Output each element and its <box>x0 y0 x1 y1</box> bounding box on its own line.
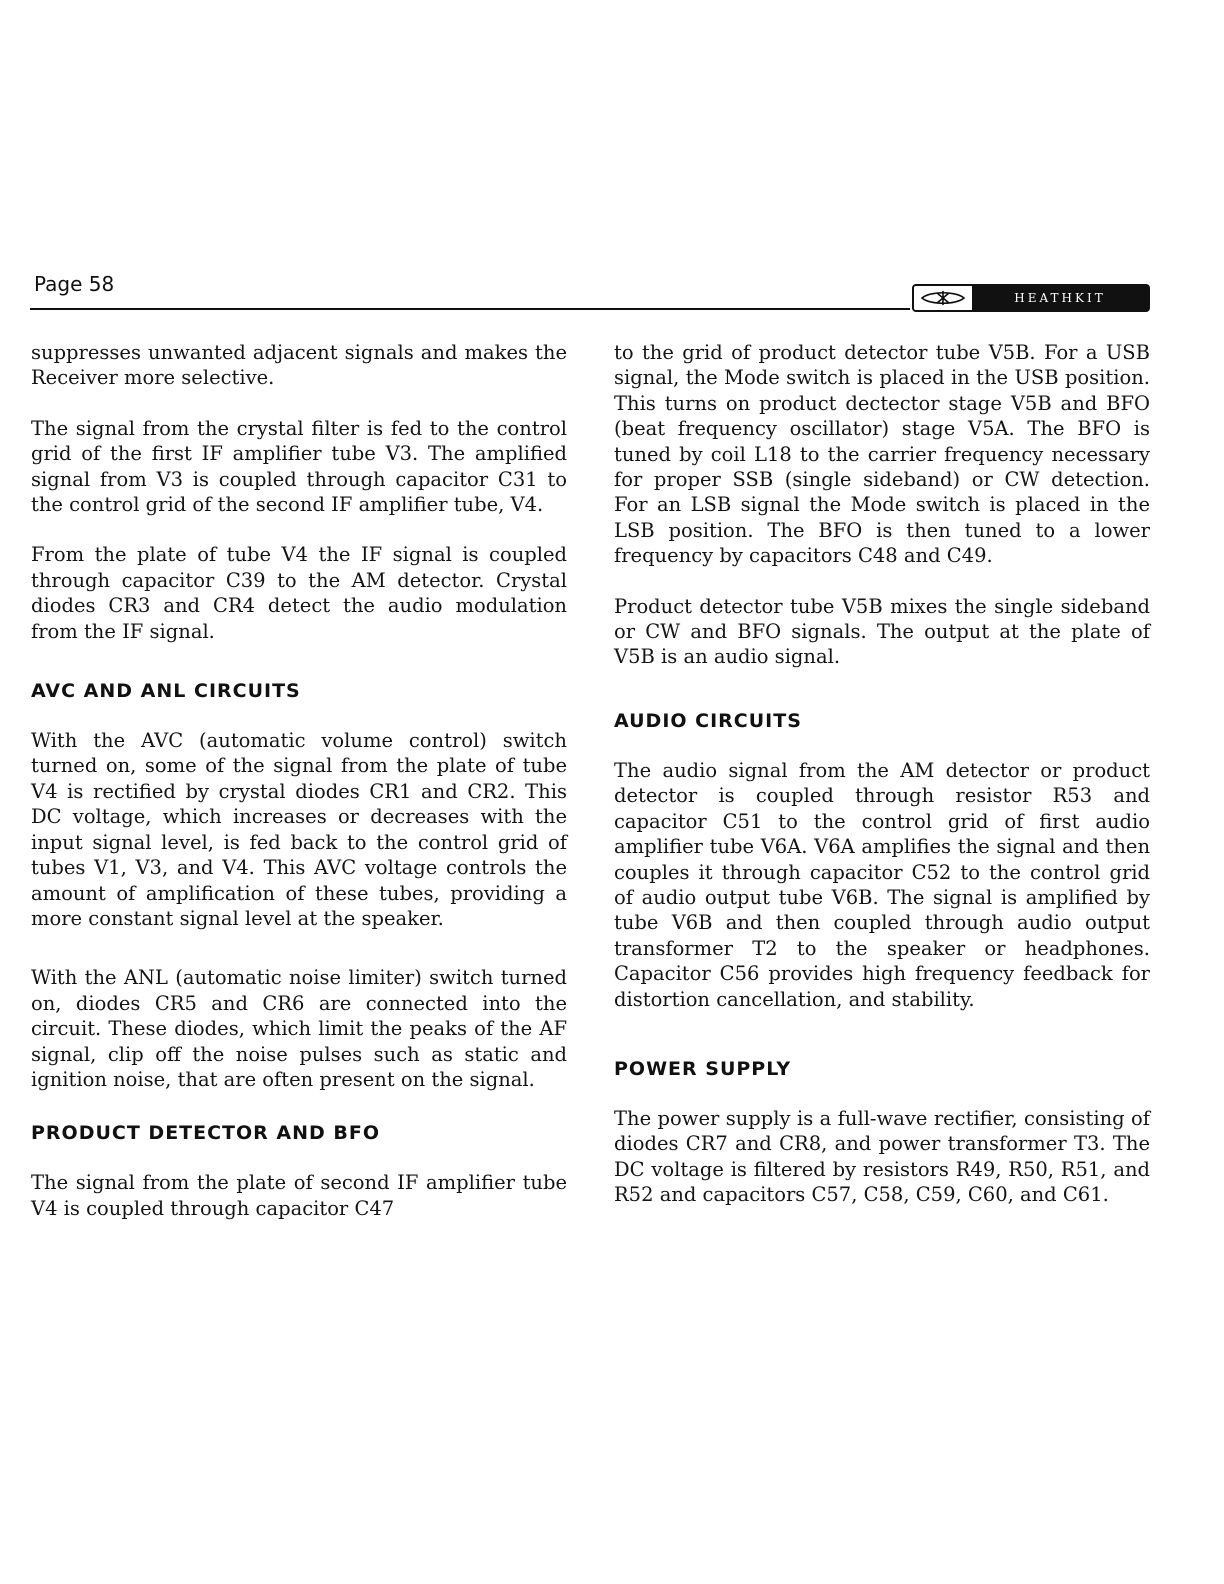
right-paragraph-4: The power supply is a full-wave rectifier, consisting of diodes CR7 and CR8, and power transformer T3. The DC voltage is filtered by resistors R49, R50, R51, and R52 and capacitors C57, C58, C59, C60, and C61. <box>614 1106 1150 1207</box>
section-heading-power-supply: POWER SUPPLY <box>614 1057 792 1080</box>
left-paragraph-2: The signal from the crystal filter is fed to the control grid of the first IF amplifier tube V3. The amplified signal from V3 is coupled through capacitor C31 to the control grid of the second IF amplifier tube, V4. <box>31 416 567 517</box>
left-paragraph-1: suppresses unwanted adjacent signals and makes the Receiver more selective. <box>31 341 567 390</box>
page-number: Page 58 <box>34 272 115 296</box>
heathkit-logo <box>912 284 1150 312</box>
right-paragraph-3: The audio signal from the AM detector or product detector is coupled through resistor R53 and capacitor C51 to the control grid of first audio amplifier tube V6A. V6A amplifies the signal and then couples it through capacitor C52 to the control grid of audio output tube V6B. The signal is amplified by tube V6B and then coupled through audio output transformer T2 to the speaker or headphones. Capacitor C56 provides high frequency feedback for distortion cancellation, and stability. <box>614 758 1150 1011</box>
left-column <box>31 340 567 1221</box>
left-paragraph-4: With the AVC (automatic volume control) switch turned on, some of the signal from the plate of tube V4 is rectified by crystal diodes CR1 and CR2. This DC voltage, which increases or decreases with the input signal level, is fed back to the control grid of tubes V1, V3, and V4. This AVC voltage controls the amount of amplification of these tubes, providing a more constant signal level at the speaker. <box>31 729 567 930</box>
section-heading-avc-anl: AVC AND ANL CIRCUITS <box>31 680 301 703</box>
left-paragraph-5: With the ANL (automatic noise limiter) switch turned on, diodes CR5 and CR6 are connected into the circuit. These diodes, which limit the peaks of the AF signal, clip off the noise pulses such as static and ignition noise, that are often present on the signal. <box>31 966 567 1091</box>
heathkit-brand-name: HEATHKIT <box>972 286 1148 310</box>
header-rule <box>30 308 910 310</box>
right-column <box>614 340 1150 1208</box>
left-paragraph-3: From the plate of tube V4 the IF signal is coupled through capacitor C39 to the AM detector. Crystal diodes CR3 and CR4 detect the audio modulation from the IF signal. <box>31 543 567 643</box>
section-heading-product-detector: PRODUCT DETECTOR AND BFO <box>31 1122 381 1145</box>
heathkit-emblem-icon <box>914 286 972 310</box>
left-paragraph-6: The signal from the plate of second IF amplifier tube V4 is coupled through capacitor C47 <box>31 1171 567 1220</box>
right-paragraph-2: Product detector tube V5B mixes the single sideband or CW and BFO signals. The output at the plate of V5B is an audio signal. <box>614 594 1150 669</box>
right-paragraph-1: to the grid of product detector tube V5B. For a USB signal, the Mode switch is placed in the USB position. This turns on product dectector stage V5B and BFO (beat frequency oscillator) stage V5A. The BFO is tuned by coil L18 to the carrier frequency necessary for proper SSB (single sideband) or CW detection. For an LSB signal the Mode switch is placed in the LSB position. The BFO is then tuned to a lower frequency by capacitors C48 and C49. <box>614 341 1150 568</box>
section-heading-audio-circuits: AUDIO CIRCUITS <box>614 709 802 732</box>
